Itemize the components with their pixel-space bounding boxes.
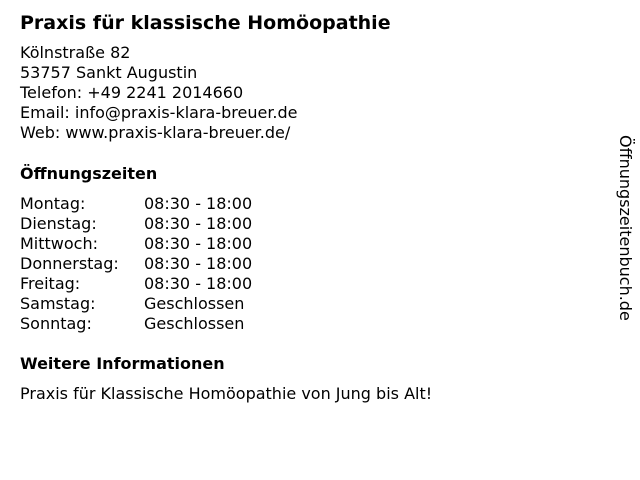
- day-label: Dienstag:: [20, 214, 97, 233]
- hours-value: 08:30 - 18:00: [144, 194, 253, 213]
- phone-number: Telefon: +49 2241 2014660: [20, 83, 244, 102]
- opening-hours-heading: Öffnungszeiten: [20, 164, 158, 183]
- more-info-heading: Weitere Informationen: [20, 354, 225, 373]
- page-title: Praxis für klassische Homöopathie: [20, 12, 391, 34]
- day-label: Samstag:: [20, 294, 96, 313]
- day-label: Freitag:: [20, 274, 81, 293]
- day-label: Sonntag:: [20, 314, 92, 333]
- street-address: Kölnstraße 82: [20, 43, 131, 62]
- hours-value: 08:30 - 18:00: [144, 214, 253, 233]
- hours-value: 08:30 - 18:00: [144, 254, 253, 273]
- address-block: [20, 43, 298, 143]
- day-label: Donnerstag:: [20, 254, 119, 273]
- hours-value: 08:30 - 18:00: [144, 234, 253, 253]
- website-url: Web: www.praxis-klara-breuer.de/: [20, 123, 291, 142]
- day-label: Montag:: [20, 194, 86, 213]
- more-info-text: Praxis für Klassische Homöopathie von Jung bis Alt!: [20, 384, 433, 403]
- hours-value: Geschlossen: [144, 314, 245, 333]
- day-label: Mittwoch:: [20, 234, 98, 253]
- city-address: 53757 Sankt Augustin: [20, 63, 198, 82]
- hours-value: 08:30 - 18:00: [144, 274, 253, 293]
- hours-value: Geschlossen: [144, 294, 245, 313]
- brand-watermark: Öffnungszeitenbuch.de: [616, 135, 635, 321]
- email-address: Email: info@praxis-klara-breuer.de: [20, 103, 298, 122]
